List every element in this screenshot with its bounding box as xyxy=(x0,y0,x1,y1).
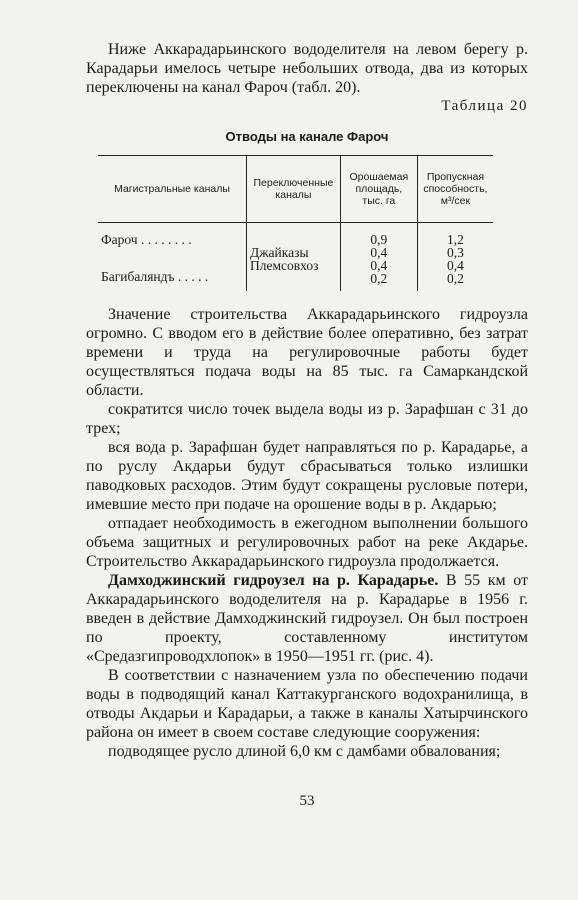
cell-capacities xyxy=(417,223,493,292)
header-switched-canals: Переключенные каналы xyxy=(247,156,341,223)
main-canal-bagibalyand: Багибаляндъ . . . . . xyxy=(101,269,209,284)
paragraph-significance: Значение строительства Аккарадарьинского гидроузла огромно. С вводом его в действие более оперативно, без затрат времени и труда на регулировочные работы будет осуществляться подача воды на 85 тыс. га Самаркандской области. xyxy=(86,306,528,399)
canal-branches-table xyxy=(98,155,493,291)
paragraph-purpose: В соответствии с назначением узла по обеспечению подачи воды в подводящий канал Каттакурганского водохранилища, в отводы Акдарьи и Карадарьи, а также в каналы Хатырчинского района он имеет в своем составе следующие сооружения: xyxy=(86,667,528,741)
page-number: 53 xyxy=(299,793,315,809)
capacity-value: 0,4 xyxy=(446,258,464,273)
damkhodzha-text: В 55 км от Аккарадарьинского вододелителя на р. Карадарье в 1956 г. введен в действие Дамходжинский гидроузел. Он был построен по проекту, составленному институтом «Средазгипроводхлопок» в 1950—1951 гг. (рис. 4). xyxy=(86,572,528,665)
cell-main-canals xyxy=(98,223,247,292)
section-heading-damkhodzha: Дамходжинский гидроузел на р. Карадарье. xyxy=(108,572,439,589)
table-number: Таблица 20 xyxy=(441,98,528,114)
capacity-value: 0,2 xyxy=(446,271,464,286)
area-value: 0,4 xyxy=(370,258,388,273)
table-title: Отводы на канале Фароч xyxy=(225,129,389,144)
document-page xyxy=(86,40,528,810)
table-body-row xyxy=(98,223,493,292)
cell-areas xyxy=(340,223,417,292)
area-value: 0,9 xyxy=(370,232,388,247)
switched-canal-dzhaykazy: Джайказы xyxy=(250,245,309,260)
main-canal-faroch: Фароч . . . . . . . . xyxy=(101,232,192,247)
capacity-value: 0,3 xyxy=(446,245,464,260)
table-header-row xyxy=(98,156,493,223)
header-capacity: Пропускная способность, м³/сек xyxy=(417,156,493,223)
paragraph-channel: подводящее русло длиной 6,0 км с дамбами обвалования; xyxy=(108,743,501,760)
capacity-value: 1,2 xyxy=(446,232,464,247)
header-irrigated-area: Орошаемая площадь, тыс. га xyxy=(340,156,417,223)
area-value: 0,4 xyxy=(370,245,388,260)
paragraph-points-reduced: сократится число точек выдела воды из р. Зарафшан с 31 до трех; xyxy=(86,401,528,437)
paragraph-water-direction: вся вода р. Зарафшан будет направляться по р. Карадарье, а по руслу Акдарьи будут сбрасываться только излишки паводковых расходов. Этим будут сокращены русловые потери, имевшие место при подаче на орошение воды в р. Акдарью; xyxy=(86,439,528,513)
header-main-canals: Магистральные каналы xyxy=(98,156,247,223)
paragraph-damkhodzha xyxy=(86,571,528,666)
area-value: 0,2 xyxy=(370,271,388,286)
paragraph-intro: Ниже Аккарадарьинского вододелителя на левом берегу р. Карадарьи имелось четыре небольших отвода, два из которых переключены на канал Фароч (табл. 20). xyxy=(86,41,528,96)
switched-canal-plemsovkhoz: Племсовхоз xyxy=(250,258,319,273)
paragraph-no-need: отпадает необходимость в ежегодном выполнении большого объема защитных и регулировочных работ на реке Акдарье. Строительство Аккарадарьинского гидроузла продолжается. xyxy=(86,515,528,570)
cell-switched-canals xyxy=(247,223,341,292)
